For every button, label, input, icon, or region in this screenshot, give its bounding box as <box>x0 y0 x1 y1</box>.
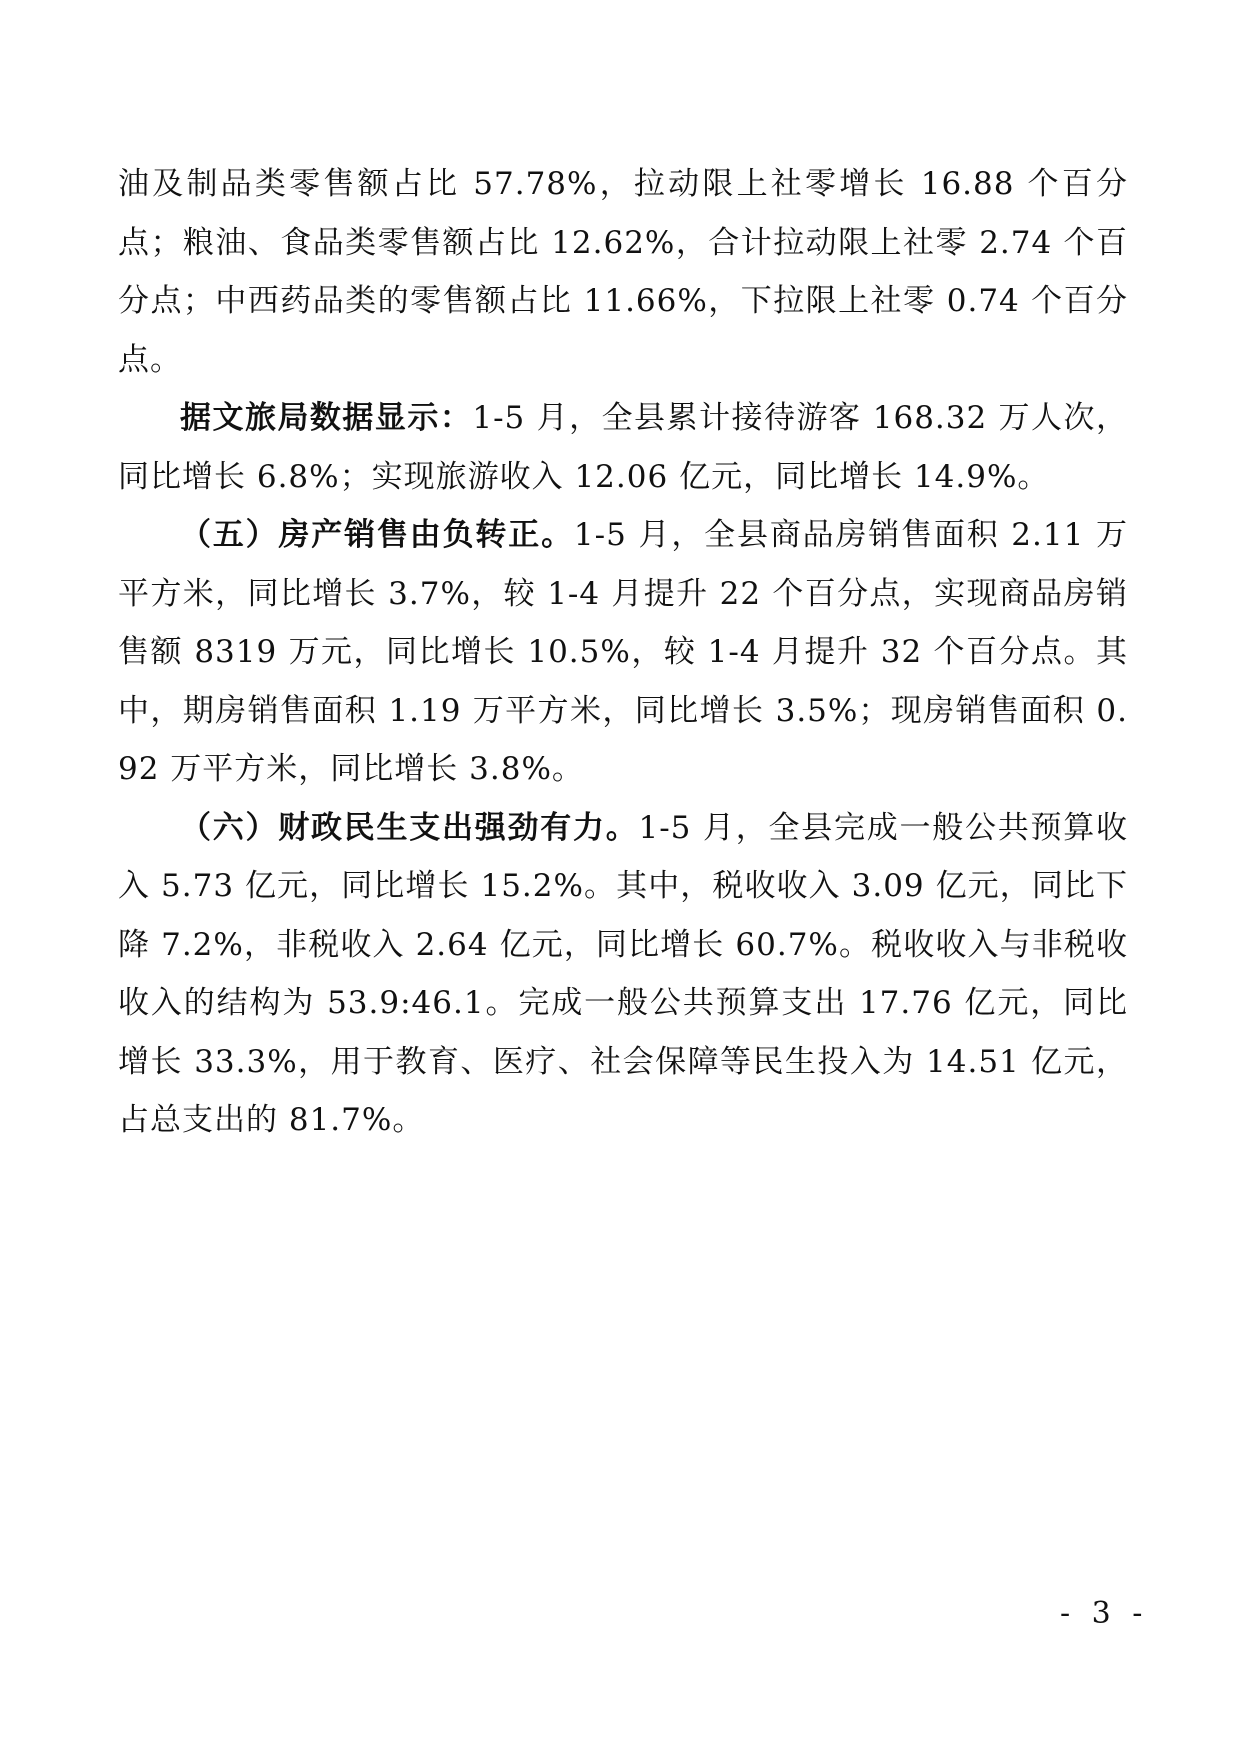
paragraph-retail-categories: 油及制品类零售额占比 57.78%，拉动限上社零增长 16.88 个百分点；粮油、食品类零售额占比 12.62%，合计拉动限上社零 2.74 个百分点；中西药品类的零售额占比 11.66%，下拉限上社零 0.74 个百分点。 <box>118 166 1128 378</box>
page-number: - 3 - <box>1060 1596 1149 1631</box>
paragraph-heading: 据文旅局数据显示： <box>180 400 473 436</box>
paragraph-body: 1-5 月，全县累计接待游客 168.32 万人次，同比增长 6.8%；实现旅游收入 12.06 亿元，同比增长 14.9%。 <box>118 400 1129 495</box>
paragraph-body: 1-5 月，全县完成一般公共预算收入 5.73 亿元，同比增长 15.2%。其中，税收收入 3.09 亿元，同比下降 7.2%，非税收入 2.64 亿元，同比增长 60.7%。税收收入与非税收收入的结构为 53.9:46.1。完成一般公共预算支出 17.76 亿元，同比增长 33.3%，用于教育、医疗、社会保障等民生投入为 14.51 亿元，占总支出的 81.7%。 <box>118 809 1128 1138</box>
paragraph-real-estate <box>118 506 1128 799</box>
section-heading: （五）房产销售由负转正。 <box>180 517 574 553</box>
section-heading: （六）财政民生支出强劲有力。 <box>180 809 639 846</box>
document-body <box>118 155 1128 1150</box>
paragraph-fiscal <box>118 799 1128 1150</box>
paragraph-tourism <box>118 389 1128 506</box>
paragraph-body: 1-5 月，全县商品房销售面积 2.11 万平方米，同比增长 3.7%，较 1-4 月提升 22 个百分点，实现商品房销售额 8319 万元，同比增长 10.5%，较 1-4 月提升 32 个百分点。其中，期房销售面积 1.19 万平方米，同比增长 3.5%；现房销售面积 0.92 万平方米，同比增长 3.8%。 <box>118 517 1128 787</box>
